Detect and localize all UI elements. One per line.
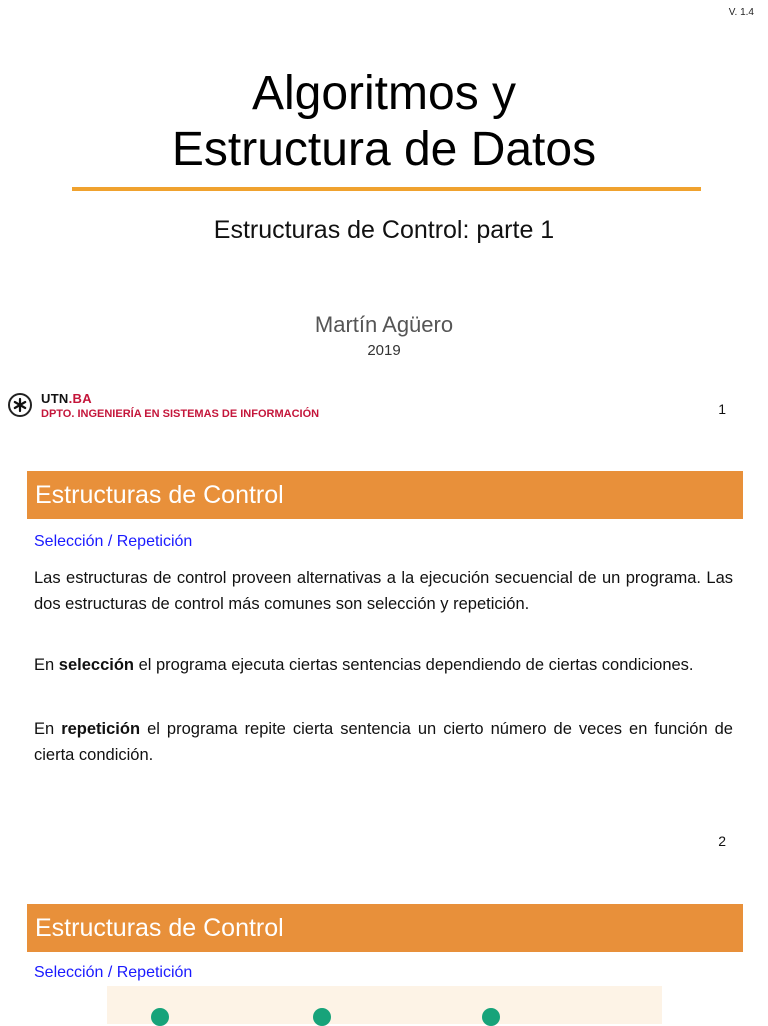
keyword-seleccion: selección — [58, 656, 134, 674]
main-title — [0, 66, 768, 178]
utn-emblem-icon — [8, 393, 32, 417]
section-subtitle: Selección / Repetición — [34, 964, 193, 981]
subtitle: Estructuras de Control: parte 1 — [213, 216, 555, 244]
page-number: 1 — [718, 401, 726, 417]
page-number: 2 — [718, 833, 726, 849]
logo-department: DPTO. INGENIERÍA EN SISTEMAS DE INFORMACIÓN — [41, 408, 320, 420]
author-name: Martín Agüero — [314, 312, 454, 337]
slide-header: Estructuras de Control — [27, 471, 743, 519]
title-underline — [72, 187, 701, 191]
paragraph-rest: el programa repite cierta sentencia un cierto número de veces en función de cierta condición. — [34, 720, 733, 764]
diagram-node — [313, 1008, 331, 1026]
section-subtitle: Selección / Repetición — [34, 533, 193, 550]
logo-brand-text — [41, 391, 92, 406]
slide-header: Estructuras de Control — [27, 904, 743, 952]
paragraph-prefix: En — [34, 656, 59, 674]
diagram-area — [107, 986, 662, 1024]
version-label: V. 1.4 — [728, 7, 754, 18]
logo-brand-utn: UTN — [41, 391, 69, 406]
diagram-node — [482, 1008, 500, 1026]
paragraph-rest: el programa ejecuta ciertas sentencias dependiendo de ciertas condiciones. — [134, 656, 694, 674]
paragraph-selection — [34, 652, 733, 678]
logo-brand-ba: .BA — [68, 391, 92, 406]
paragraph-prefix: En — [34, 720, 62, 738]
title-line-1: Algoritmos y — [251, 67, 517, 120]
year-label: 2019 — [367, 342, 401, 359]
paragraph-intro: Las estructuras de control proveen alternativas a la ejecución secuencial de un programa. Las dos estructuras de control más comunes son selección y repetición. — [34, 569, 733, 613]
diagram-node — [151, 1008, 169, 1026]
title-line-2: Estructura de Datos — [171, 123, 597, 176]
keyword-repeticion: repetición — [61, 720, 141, 738]
paragraph-repetition — [34, 716, 733, 768]
